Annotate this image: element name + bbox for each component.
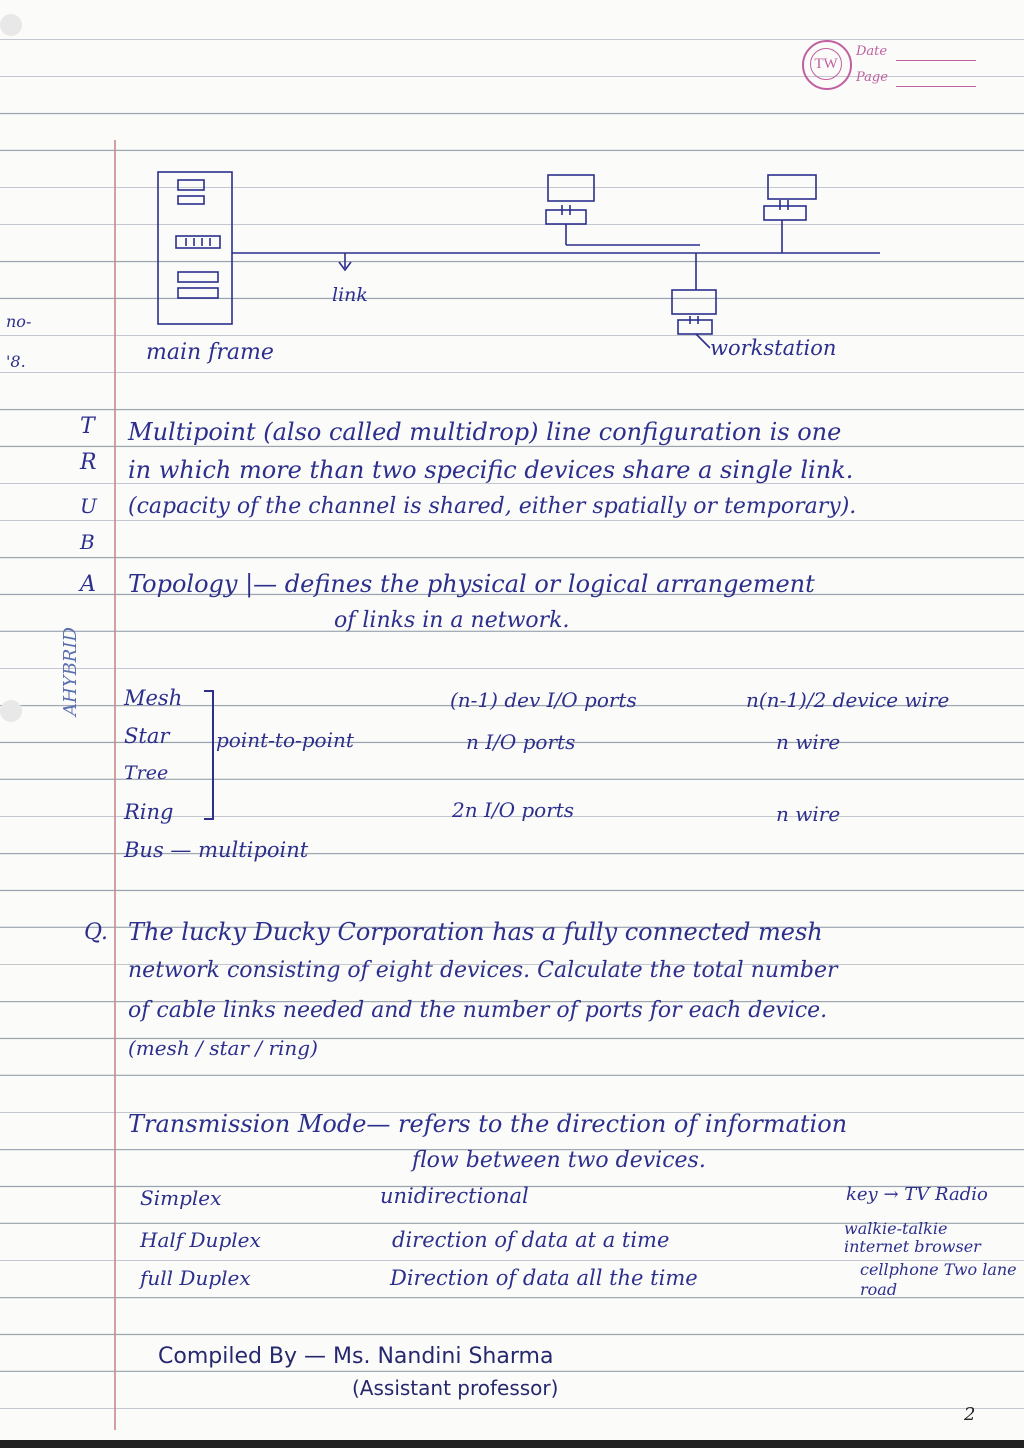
multipoint-line-1: Multipoint (also called multidrop) line configuration is one <box>128 418 842 446</box>
link-label: link <box>332 284 368 306</box>
punch-hole <box>0 700 22 722</box>
mode-name: Half Duplex <box>140 1228 261 1252</box>
mode-desc: direction of data at a time <box>392 1228 670 1252</box>
edge-mark: '8. <box>6 352 26 371</box>
mode-example: key → TV Radio <box>846 1184 988 1205</box>
wires-cell: n wire <box>776 802 841 826</box>
topology-name: Mesh <box>124 686 183 710</box>
topology-line-1: Topology |— defines the physical or logical arrangement <box>128 570 815 598</box>
question-line-2: network consisting of eight devices. Calculate the total number <box>128 958 838 983</box>
mode-example: walkie-talkie internet browser <box>844 1219 981 1256</box>
side-letter: A <box>80 572 96 597</box>
side-letter: T <box>80 414 95 439</box>
topology-name: Bus — multipoint <box>124 838 309 862</box>
transmission-line-1: Transmission Mode— refers to the direction of information <box>128 1110 848 1138</box>
mode-name: full Duplex <box>140 1266 251 1290</box>
question-line-1: The lucky Ducky Corporation has a fully connected mesh <box>128 918 823 946</box>
scan-edge <box>0 1440 1024 1448</box>
logo-text: TW <box>810 48 842 80</box>
question-marker: Q. <box>84 920 108 945</box>
topology-name: Ring <box>124 800 174 824</box>
question-line-3: of cable links needed and the number of ports for each device. <box>128 998 828 1023</box>
question-line-4: (mesh / star / ring) <box>128 1036 318 1060</box>
topology-name: Star <box>124 724 170 748</box>
ports-cell: 2n I/O ports <box>452 798 575 822</box>
wires-cell: n wire <box>776 730 841 754</box>
ports-cell: (n-1) dev I/O ports <box>450 688 637 712</box>
multipoint-line-2: in which more than two specific devices share a single link. <box>128 456 854 484</box>
date-label: Date <box>856 44 888 59</box>
mode-name: Simplex <box>140 1186 222 1210</box>
author-role: (Assistant professor) <box>352 1376 559 1400</box>
side-letter: U <box>80 494 97 518</box>
group-label: point-to-point <box>216 728 354 752</box>
page-number: 2 <box>964 1404 976 1425</box>
edge-mark: no- <box>6 312 32 331</box>
page-label: Page <box>856 70 888 85</box>
mode-example: cellphone Two lane road <box>860 1260 1017 1299</box>
topology-name: Tree <box>124 762 169 784</box>
topology-line-2: of links in a network. <box>334 608 570 633</box>
mainframe-label: main frame <box>146 340 274 365</box>
wires-cell: n(n-1)/2 device wire <box>746 688 950 712</box>
workstation-label: workstation <box>710 336 837 360</box>
side-letter: B <box>80 530 95 554</box>
point-to-point-brace <box>204 690 214 820</box>
multipoint-line-3: (capacity of the channel is shared, either spatially or temporary). <box>128 494 857 519</box>
compiled-by: Compiled By — Ms. Nandini Sharma <box>158 1344 554 1369</box>
mode-desc: Direction of data all the time <box>390 1266 698 1290</box>
side-letter: R <box>80 450 97 475</box>
mode-desc: unidirectional <box>380 1184 529 1208</box>
vertical-acronym: AHYBRID <box>60 627 81 716</box>
transmission-line-2: flow between two devices. <box>412 1148 706 1173</box>
ports-cell: n I/O ports <box>466 730 576 754</box>
